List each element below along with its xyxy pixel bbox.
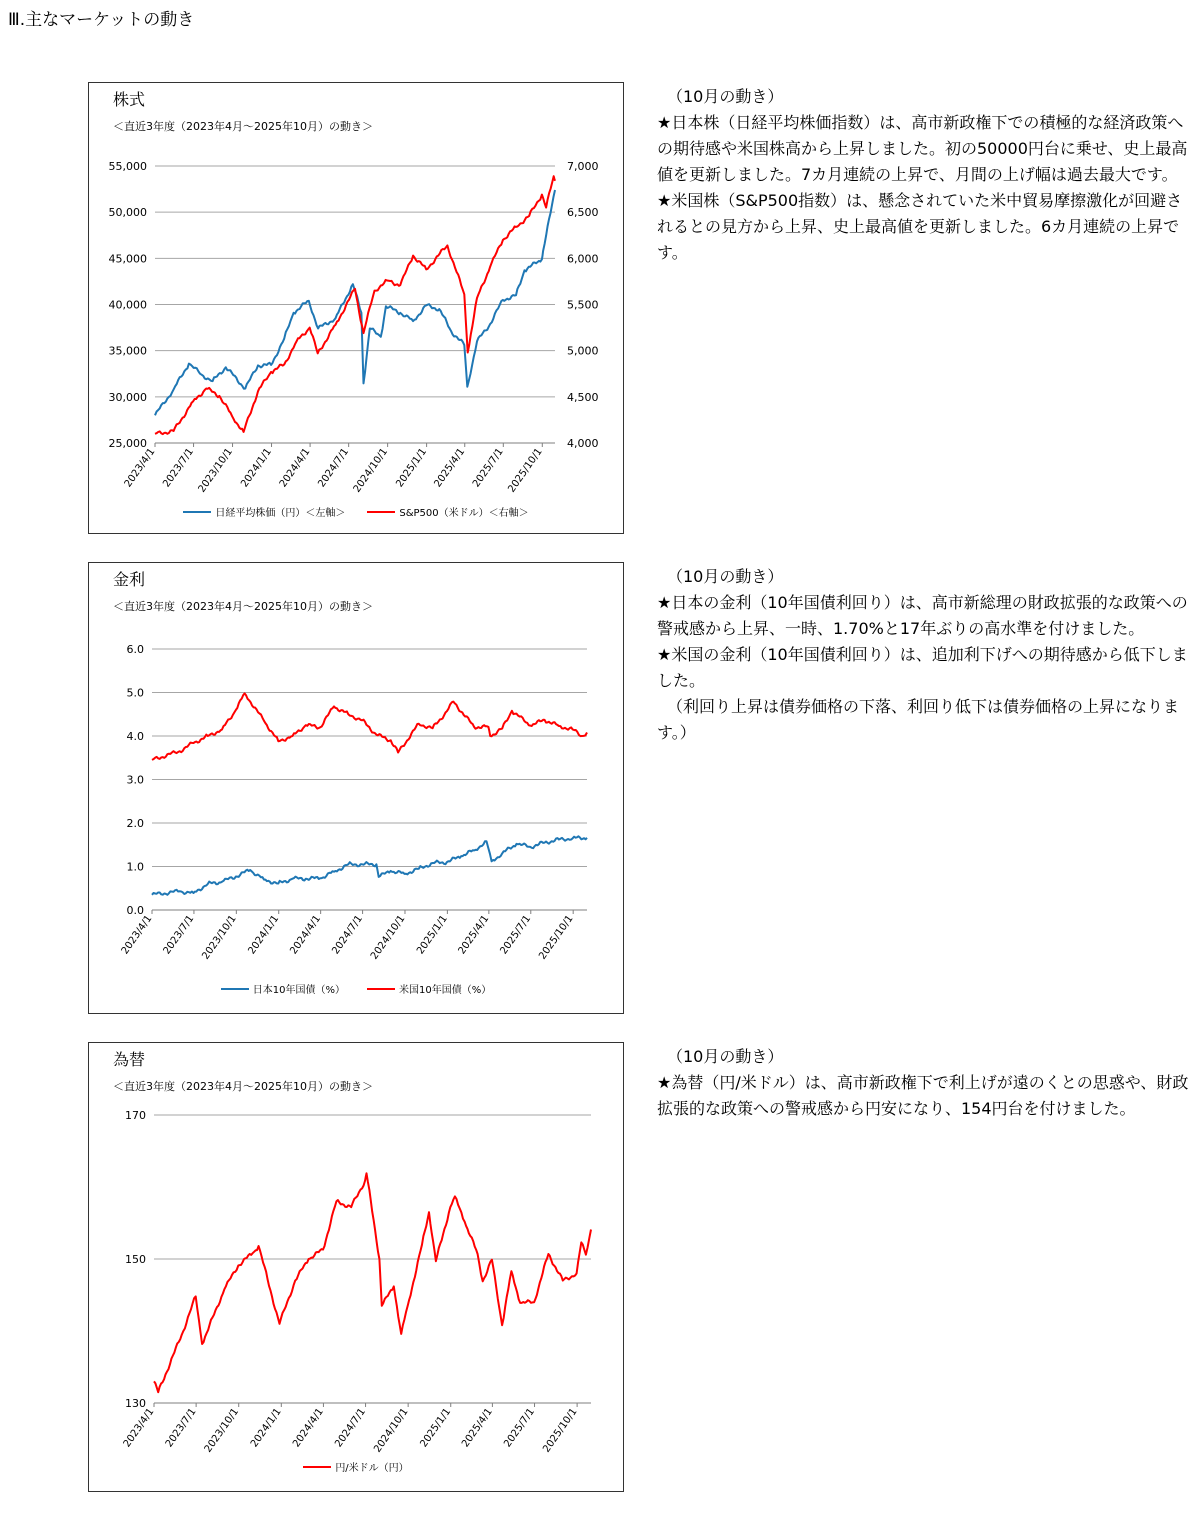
y-left-tick-label: 40,000 (108, 298, 147, 312)
stocks-description (657, 84, 1197, 266)
legend-swatch-ust (367, 988, 395, 990)
x-tick-label: 2023/4/1 (122, 446, 158, 490)
y-left-tick-label: 170 (125, 1109, 146, 1122)
stocks-chart (89, 83, 623, 533)
x-tick-label: 2023/10/1 (196, 446, 235, 495)
y-right-tick-label: 6,000 (567, 252, 599, 266)
legend-item-sp500 (367, 504, 528, 519)
y-left-tick-label: 150 (125, 1253, 146, 1266)
rates-legend (89, 981, 623, 996)
x-tick-label: 2025/4/1 (460, 1406, 495, 1450)
stocks-chart-panel (88, 82, 624, 534)
legend-label-ust: 米国10年国債（%） (399, 985, 492, 996)
x-tick-label: 2024/4/1 (288, 913, 324, 957)
x-tick-label: 2024/1/1 (248, 1406, 284, 1450)
x-tick-label: 2024/7/1 (333, 1406, 369, 1450)
series-line-1 (154, 1173, 591, 1392)
legend-label-usdjpy: 円/米ドル（円） (335, 1463, 409, 1474)
x-tick-label: 2025/1/1 (418, 1406, 454, 1450)
series-line-2 (155, 176, 555, 434)
rates-desc-paragraph-1: ★日本の金利（10年国債利回り）は、高市新総理の財政拡張的な政策への警戒感から上昇、一時、1.70%と17年ぶりの高水準を付けました。 (657, 593, 1188, 638)
y-right-tick-label: 4,500 (567, 390, 599, 404)
y-left-tick-label: 3.0 (126, 773, 144, 787)
y-left-tick-label: 55,000 (108, 160, 147, 173)
y-left-tick-label: 4.0 (126, 730, 144, 743)
y-left-tick-label: 0.0 (126, 904, 144, 917)
y-left-tick-label: 6.0 (126, 643, 144, 656)
legend-label-jgb: 日本10年国債（%） (252, 985, 345, 996)
x-tick-label: 2025/1/1 (394, 446, 430, 490)
y-left-tick-label: 5.0 (126, 686, 144, 700)
stocks-desc-paragraph-2: ★米国株（S&P500指数）は、懸念されていた米中貿易摩擦激化が回避されるとの見方から上昇、史上最高値を更新しました。6カ月連続の上昇です。 (657, 191, 1183, 262)
stocks-panel-subtitle: ＜直近3年度（2023年4月～2025年10月）の動き＞ (113, 120, 373, 133)
rates-panel-subtitle: ＜直近3年度（2023年4月～2025年10月）の動き＞ (113, 600, 373, 613)
fx-legend (89, 1459, 623, 1474)
y-left-tick-label: 35,000 (108, 344, 147, 358)
y-right-tick-label: 5,000 (567, 344, 599, 358)
legend-label-sp500: S&P500（米ドル）＜右軸＞ (399, 508, 529, 519)
rates-description (657, 564, 1197, 746)
fx-desc-paragraph-1: ★為替（円/米ドル）は、高市新政権下で利上げが遠のくとの思惑や、財政拡張的な政策への警戒感から円安になり、154円台を付けました。 (657, 1073, 1189, 1118)
fx-chart (89, 1043, 623, 1491)
fx-panel-subtitle: ＜直近3年度（2023年4月～2025年10月）の動き＞ (113, 1080, 373, 1093)
x-tick-label: 2025/4/1 (432, 446, 468, 490)
x-tick-label: 2024/7/1 (316, 446, 352, 490)
rates-desc-paragraph-2: ★米国の金利（10年国債利回り）は、追加利下げへの期待感から低下しました。 (657, 645, 1188, 690)
y-right-tick-label: 5,500 (567, 298, 599, 312)
y-right-tick-label: 4,000 (567, 437, 599, 450)
fx-desc-heading: （10月の動き） (667, 1047, 784, 1066)
y-left-tick-label: 2.0 (126, 817, 144, 830)
legend-swatch-usdjpy (303, 1466, 331, 1468)
x-tick-label: 2023/10/1 (202, 1406, 242, 1455)
stocks-desc-paragraph-1: ★日本株（日経平均株価指数）は、高市新政権下での積極的な経済政策への期待感や米国株高から上昇しました。初の50000円台に乗せ、史上最高値を更新しました。7カ月連続の上昇で、月間の上げ幅は過去最大です。 (657, 113, 1188, 184)
legend-item-usdjpy (303, 1459, 408, 1474)
rates-desc-note: （利回り上昇は債券価格の下落、利回り低下は債券価格の上昇になります。） (657, 697, 1180, 742)
x-tick-label: 2023/7/1 (161, 446, 197, 490)
y-left-tick-label: 50,000 (108, 206, 147, 220)
y-left-tick-label: 25,000 (108, 437, 147, 450)
x-tick-label: 2025/1/1 (415, 913, 450, 957)
fx-panel-title: 為替 (113, 1050, 146, 1069)
series-line-1 (152, 836, 587, 895)
x-tick-label: 2025/10/1 (537, 913, 576, 962)
legend-swatch-nikkei (183, 511, 211, 513)
legend-swatch-sp500 (367, 511, 395, 513)
x-tick-label: 2024/1/1 (246, 913, 282, 957)
x-tick-label: 2025/10/1 (506, 446, 545, 495)
rates-desc-heading: （10月の動き） (667, 567, 784, 586)
x-tick-label: 2025/10/1 (541, 1406, 580, 1455)
x-tick-label: 2023/4/1 (119, 913, 155, 957)
x-tick-label: 2025/7/1 (470, 446, 506, 490)
x-tick-label: 2024/7/1 (330, 913, 366, 957)
series-line-2 (152, 693, 587, 760)
x-tick-label: 2024/10/1 (369, 913, 408, 962)
legend-swatch-jgb (221, 988, 249, 990)
legend-item-nikkei (183, 504, 345, 519)
page-title: Ⅲ.主なマーケットの動き (8, 10, 195, 30)
x-tick-label: 2023/7/1 (161, 913, 197, 957)
x-tick-label: 2024/4/1 (291, 1406, 326, 1450)
x-tick-label: 2025/7/1 (502, 1406, 537, 1450)
series-line-1 (155, 190, 555, 415)
legend-item-ust (367, 981, 491, 996)
fx-description (657, 1044, 1197, 1122)
rates-chart (89, 563, 623, 1013)
stocks-legend (89, 504, 623, 519)
rates-chart-panel (88, 562, 624, 1014)
x-tick-label: 2023/7/1 (163, 1406, 199, 1450)
y-left-tick-label: 130 (125, 1397, 146, 1410)
legend-item-jgb (221, 981, 345, 996)
y-right-tick-label: 6,500 (567, 206, 599, 220)
x-tick-label: 2025/4/1 (456, 913, 492, 957)
y-right-tick-label: 7,000 (567, 160, 599, 173)
x-tick-label: 2025/7/1 (498, 913, 534, 957)
x-tick-label: 2024/4/1 (277, 446, 313, 490)
legend-label-nikkei: 日経平均株価（円）＜左軸＞ (215, 508, 346, 519)
stocks-panel-title: 株式 (113, 90, 146, 109)
x-tick-label: 2024/1/1 (239, 446, 274, 490)
x-tick-label: 2024/10/1 (372, 1406, 411, 1455)
x-tick-label: 2023/10/1 (200, 913, 239, 962)
y-left-tick-label: 30,000 (108, 390, 147, 404)
y-left-tick-label: 45,000 (108, 252, 147, 266)
x-tick-label: 2024/10/1 (351, 446, 391, 495)
y-left-tick-label: 1.0 (126, 860, 144, 874)
stocks-desc-heading: （10月の動き） (667, 87, 784, 106)
fx-chart-panel (88, 1042, 624, 1492)
rates-panel-title: 金利 (113, 570, 146, 589)
x-tick-label: 2023/4/1 (121, 1406, 157, 1450)
